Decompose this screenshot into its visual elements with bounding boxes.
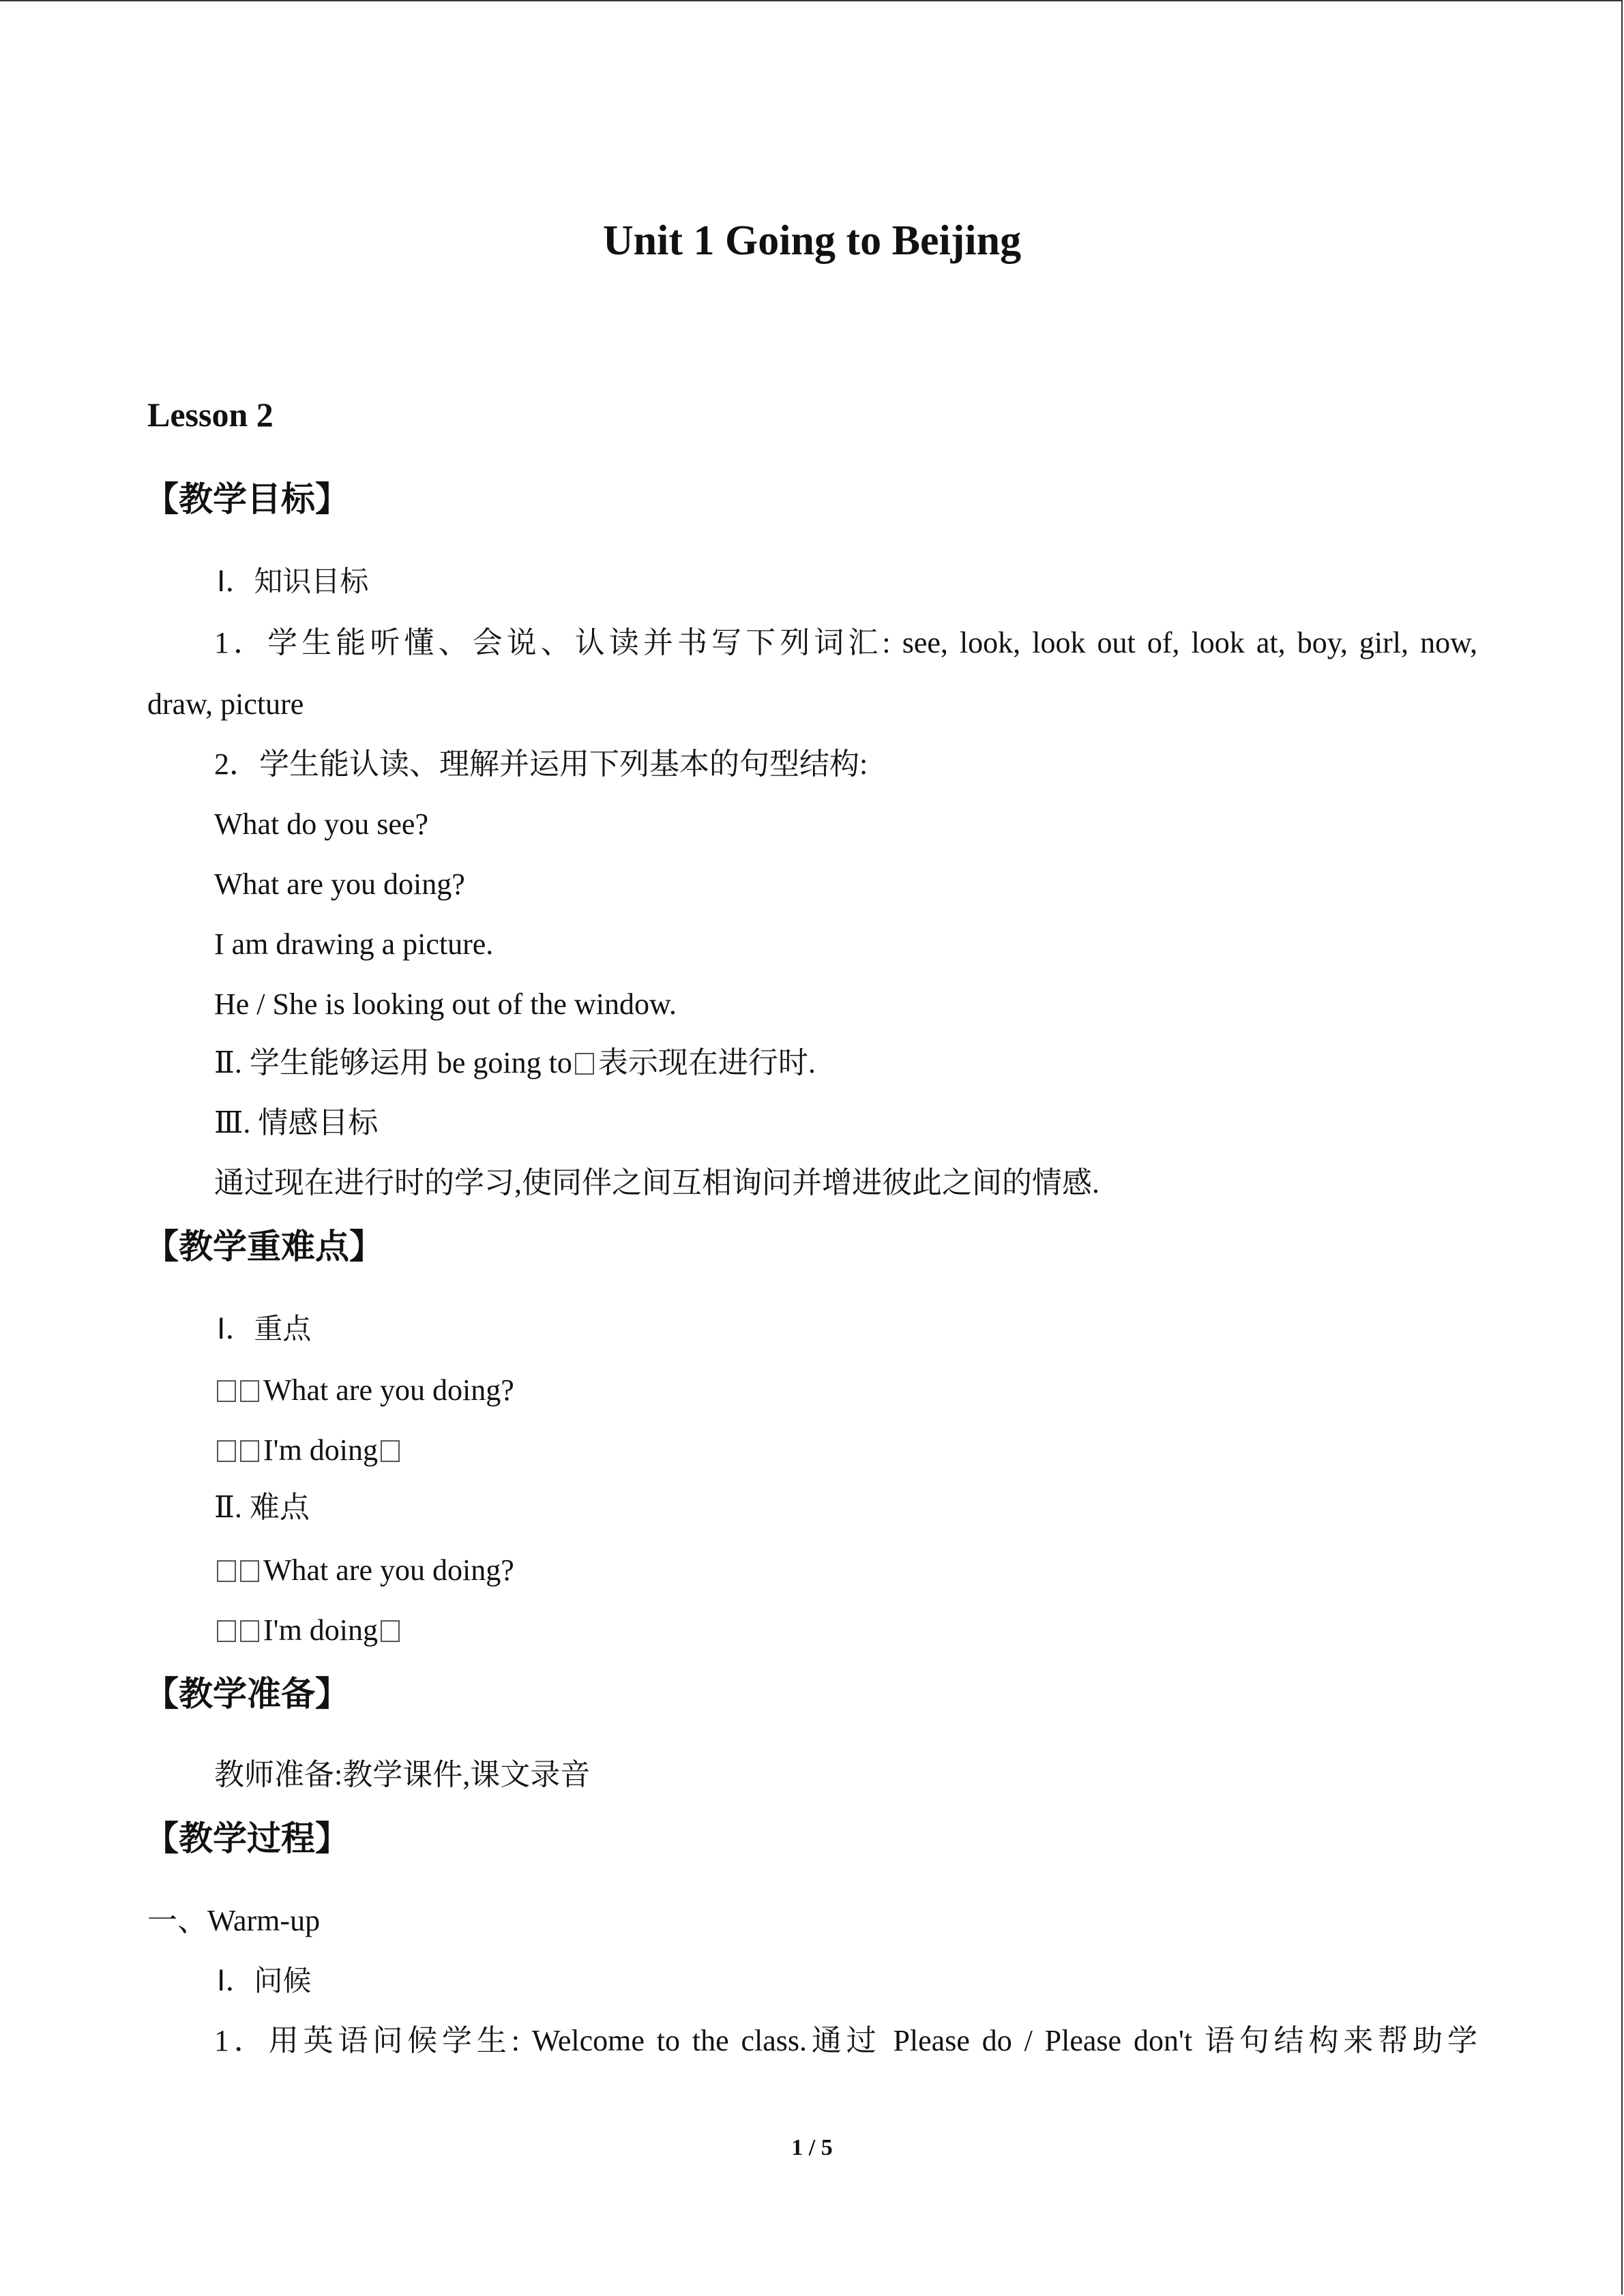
missing-glyph-box — [240, 1440, 259, 1462]
focus-item-text: What are you doing? — [263, 1373, 514, 1407]
sentence-example: What do you see? — [214, 807, 428, 841]
focus-item — [217, 1367, 514, 1414]
missing-glyph-box — [575, 1053, 594, 1075]
missing-glyph-box — [240, 1560, 259, 1582]
section-heading-process: 【教学过程】 — [145, 1819, 349, 1858]
lesson-heading: Lesson 2 — [147, 396, 274, 434]
greeting-item: 1．用英语问候学生: Welcome to the class.通过 Please do / Please don't 语句结构来帮助学 — [214, 2024, 1477, 2057]
missing-glyph-box — [381, 1620, 400, 1642]
vocabulary-item-line-2: draw, picture — [147, 687, 304, 721]
difficulty-item-text: What are you doing? — [263, 1553, 514, 1587]
missing-glyph-box — [240, 1380, 259, 1402]
focus-item — [217, 1427, 404, 1474]
missing-glyph-box — [217, 1380, 236, 1402]
process-step-warm-up: 一、Warm-up — [147, 1904, 321, 1937]
difficulty-item — [217, 1547, 514, 1594]
difficulty-item — [217, 1607, 404, 1654]
sentence-example: I am drawing a picture. — [214, 927, 494, 961]
missing-glyph-box — [217, 1620, 236, 1642]
vocabulary-item-line-1: 1．学生能听懂、会说、认读并书写下列词汇: see, look, look out of, look at, boy, girl, now, — [214, 626, 1477, 659]
skill-objective — [214, 1039, 816, 1087]
greeting-heading: Ⅰ．问候 — [217, 1964, 312, 1997]
focus-item-text: I'm doing — [263, 1433, 379, 1467]
missing-glyph-box — [381, 1440, 400, 1462]
page-number: 1 / 5 — [791, 2135, 833, 2160]
preparation-text: 教师准备:教学课件,课文录音 — [214, 1758, 591, 1791]
missing-glyph-box — [240, 1620, 259, 1642]
section-heading-objectives: 【教学目标】 — [145, 479, 349, 519]
section-heading-key-points: 【教学重难点】 — [145, 1227, 383, 1266]
knowledge-objective-heading: Ⅰ．知识目标 — [217, 565, 369, 598]
sentence-example: He / She is looking out of the window. — [214, 987, 677, 1021]
skill-objective-prefix: Ⅱ. 学生能够运用 be going to — [214, 1046, 572, 1079]
sentence-structure-item: 2．学生能认读、理解并运用下列基本的句型结构: — [214, 747, 868, 781]
section-heading-preparation: 【教学准备】 — [145, 1674, 349, 1714]
missing-glyph-box — [217, 1560, 236, 1582]
focus-heading: Ⅰ．重点 — [217, 1312, 312, 1345]
document-title: Unit 1 Going to Beijing — [602, 218, 1022, 264]
emotion-objective-text: 通过现在进行时的学习,使同伴之间互相询问并增进彼此之间的情感. — [214, 1166, 1099, 1199]
difficulty-item-text: I'm doing — [263, 1613, 379, 1647]
skill-objective-suffix: 表示现在进行时. — [597, 1046, 816, 1079]
missing-glyph-box — [217, 1440, 236, 1462]
emotion-objective-heading: Ⅲ. 情感目标 — [214, 1106, 379, 1139]
difficulty-heading: Ⅱ. 难点 — [214, 1491, 310, 1524]
sentence-example: What are you doing? — [214, 867, 465, 901]
